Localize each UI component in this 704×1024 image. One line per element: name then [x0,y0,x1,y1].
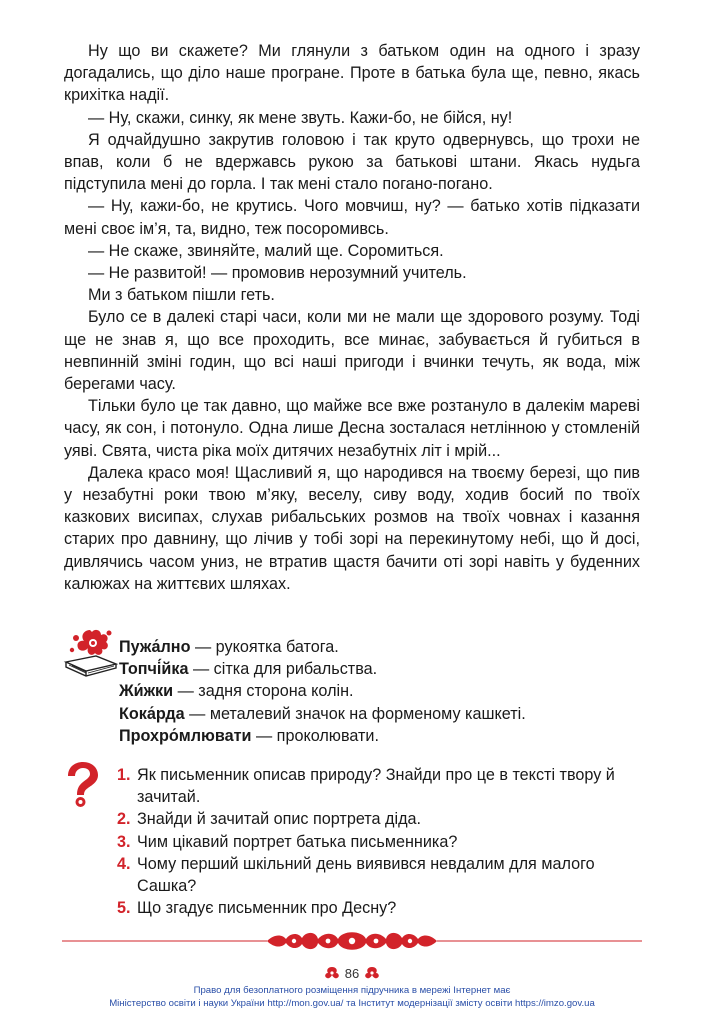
paragraph: Ми з батьком пішли геть. [88,286,275,305]
question-number: 1. [117,766,131,784]
page-number [0,966,704,981]
paragraph: Ну що ви скажете? Ми глянули з батьком один на одного і зразу догадались, що діло наше програне. Проте в батька була ще, певно, якась крихітка надії. [64,42,640,105]
glossary-term: Пужа́лно [119,638,191,656]
glossary-item [119,680,526,702]
question-text: Знайди й зачитай опис портрета діда. [137,810,422,829]
flower-icon [363,966,381,980]
question-text: Чому перший шкільний день виявився невдалим для малого Сашка? [137,854,595,896]
paragraph: Тільки було це так давно, що майже все вже розтануло в далекім мареві часу, як сон, і потонуло. Одна лише Десна зосталася нетлінною у стомленій уяві. Свята, чиста ріка моїх дитячих незабутніх літ і мрій... [64,397,640,460]
footer-line: Право для безоплатного розміщення підручника в мережі Інтернет має [193,985,511,996]
glossary-term: Топчі́йка [119,660,189,679]
question-item [117,808,641,830]
question-text: Що згадує письменник про Десну? [137,899,397,918]
glossary-term: Кока́рда [119,704,185,723]
book-with-flower-icon [62,624,118,680]
main-text [64,40,640,595]
glossary-definition: — задня сторона колін. [173,682,354,701]
question-item [117,764,641,808]
paragraph: Було се в далекі старі часи, коли ми не мали ще здорового розуму. Тоді ще не знав я, що все проходить, все минає, забувається й губиться в невпинній зміні годин, що всі наші пригоди і вчинки течуть, як вода, між берегами часу. [64,308,640,394]
question-text: Чим цікавий портрет батька письменника? [137,832,458,851]
page-number-text: 86 [344,966,360,981]
question-item [117,853,641,897]
paragraph: — Не развитой! — промовив нерозумний учитель. [88,264,467,283]
glossary-definition: — рукоятка батога. [190,638,339,656]
question-mark-icon [62,760,102,808]
glossary-definition: — сітка для рибальства. [188,660,378,679]
footer [0,984,704,1010]
glossary-item [119,725,526,747]
flower-icon [323,966,341,980]
glossary [119,636,526,747]
glossary-definition: — металевий значок на форменому кашкеті. [184,704,526,723]
glossary-item [119,636,526,658]
paragraph: Я одчайдушно закрутив головою і так круто одвернувсь, що трохи не впав, коли б не вдержавсь рукою за батькові штани. Якась нудьга підступила мені до горла. І так мені стало погано-погано. [64,130,640,194]
paragraph: Далека красо моя! Щасливий я, що народився на твоєму березі, що пив у незабутні роки твою м’яку, веселу, сиву воду, ходив босий по твоїх казкових висипах, слухав рибальських розмов на твоїх човнах і казання старих про давнину, що лічив у тобі зорі на перекинутому небі, що й досі, дивлячись часом униз, не втратив щастя бачити оті зорі навіть у буденних калюжах на життєвих шляхах. [64,463,640,593]
question-number: 2. [117,810,131,829]
question-item [117,897,641,919]
paragraph: — Не скаже, звиняйте, малий ще. Соромиться. [88,241,444,260]
glossary-term: Жи́жки [119,682,174,701]
glossary-definition: — проколювати. [251,726,379,745]
floral-ornament [62,926,642,956]
question-number: 4. [117,854,131,873]
question-number: 3. [117,832,131,851]
paragraph: — Ну, кажи-бо, не крутись. Чого мовчиш, ну? — батько хотів підказати мені своє ім’я, та, видно, теж посоромивсь. [64,197,640,238]
glossary-item [119,658,526,680]
glossary-item [119,703,526,725]
paragraph: — Ну, скажи, синку, як мене звуть. Кажи-бо, не бійся, ну! [88,108,513,127]
questions-list [117,764,641,919]
glossary-term: Прохро́млювати [119,726,252,745]
question-number: 5. [117,899,131,918]
question-text: Як письменник описав природу? Знайди про це в тексті твору й зачитай. [137,766,615,807]
footer-line: Міністерство освіти і науки України http://mon.gov.ua/ та Інститут модернізації змісту освіти https://imzo.gov.ua [109,998,595,1009]
question-item [117,831,641,853]
